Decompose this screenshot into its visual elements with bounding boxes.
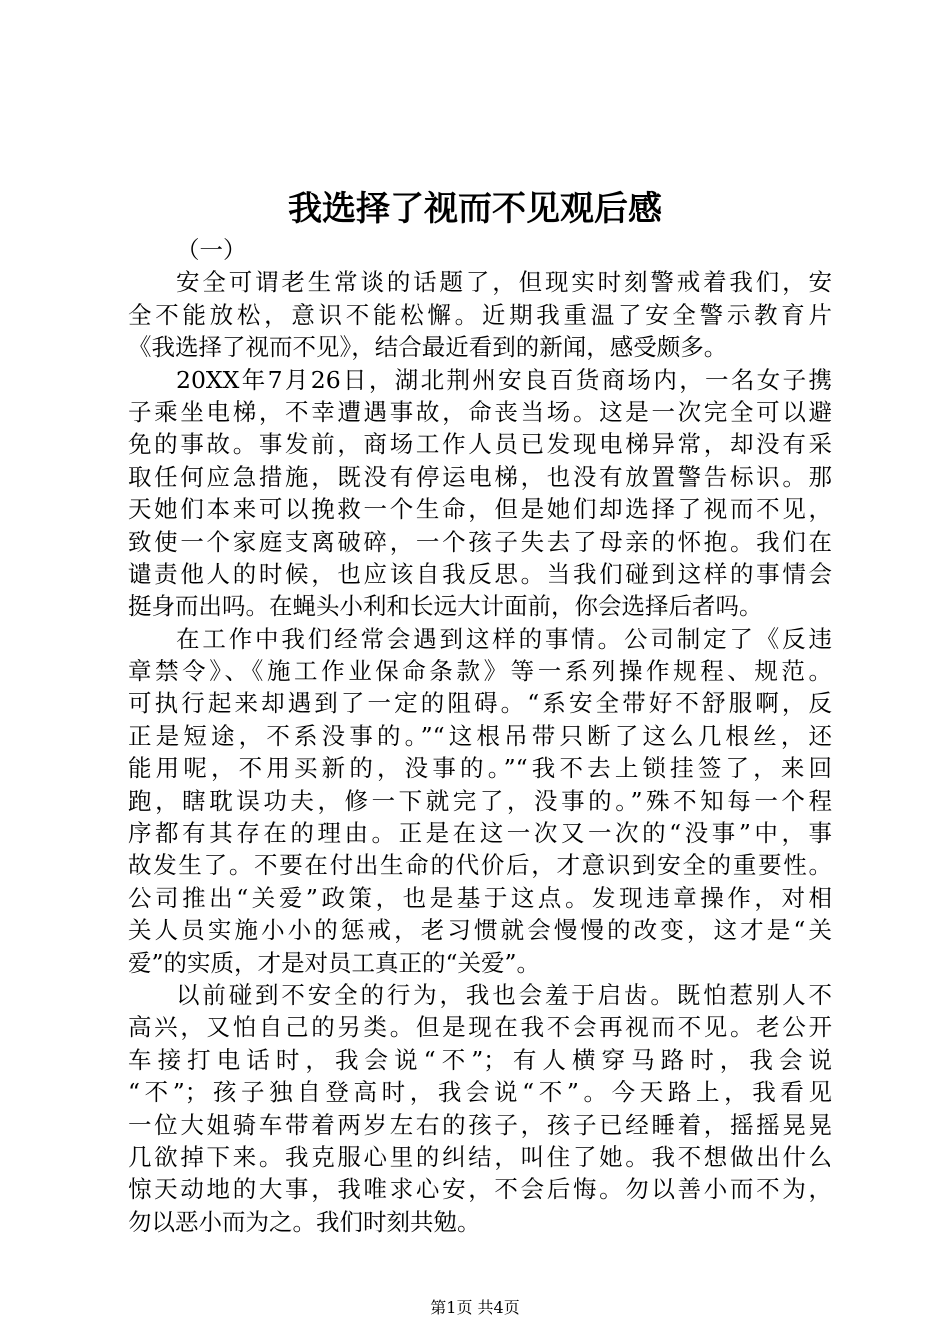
text-line: 天她们本来可以挽救一个生命，但是她们却选择了视而不见， <box>128 495 832 524</box>
text-line: 挺身而出吗。在蝇头小利和长远大计面前，你会选择后者吗。 <box>128 592 763 621</box>
text-line: 谴责他人的时候，也应该自我反思。当我们碰到这样的事情会 <box>128 559 832 588</box>
text-line: 安全可谓老生常谈的话题了，但现实时刻警戒着我们，安 <box>176 268 832 297</box>
text-line: 惊天动地的大事，我唯求心安，不会后悔。勿以善小而不为， <box>128 1175 832 1204</box>
text-line: 公司推出“关爱”政策，也是基于这点。发现违章操作，对相 <box>128 883 832 912</box>
document-title: 我选择了视而不见观后感 <box>288 189 662 229</box>
paragraph-lines <box>128 266 832 1238</box>
text-line: 以前碰到不安全的行为，我也会羞于启齿。既怕惹别人不 <box>176 980 832 1009</box>
text-line: 取任何应急措施，既没有停运电梯，也没有放置警告标识。那 <box>128 462 832 491</box>
text-line: 20XX年7月26日，湖北荆州安良百货商场内，一名女子携 <box>176 365 832 394</box>
text-line: 高兴，又怕自己的另类。但是现在我不会再视而不见。老公开 <box>128 1013 832 1042</box>
section-label: （一） <box>176 236 247 264</box>
text-line: “不”；孩子独自登高时，我会说“不”。今天路上，我看见 <box>128 1078 832 1107</box>
text-line: 致使一个家庭支离破碎，一个孩子失去了母亲的怀抱。我们在 <box>128 527 832 556</box>
text-line: 跑，瞎耽误功夫，修一下就完了，没事的。”殊不知每一个程 <box>128 786 832 815</box>
text-line: 一位大姐骑车带着两岁左右的孩子，孩子已经睡着，摇摇晃晃 <box>128 1110 832 1139</box>
text-line: 子乘坐电梯，不幸遭遇事故，命丧当场。这是一次完全可以避 <box>128 397 832 426</box>
text-line: 全不能放松，意识不能松懈。近期我重温了安全警示教育片 <box>128 300 832 329</box>
text-line: 几欲掉下来。我克服心里的纠结，叫住了她。我不想做出什么 <box>128 1142 832 1171</box>
text-line: 车接打电话时，我会说“不”；有人横穿马路时，我会说 <box>128 1045 832 1074</box>
text-line: 章禁令》、《施工作业保命条款》等一系列操作规程、规范。 <box>128 657 832 686</box>
text-line: 能用呢，不用买新的，没事的。”“我不去上锁挂签了，来回 <box>128 754 832 783</box>
text-line: 爱”的实质，才是对员工真正的“关爱”。 <box>128 948 541 977</box>
text-line: 免的事故。事发前，商场工作人员已发现电梯异常，却没有采 <box>128 430 832 459</box>
text-line: 关人员实施小小的惩戒，老习惯就会慢慢的改变，这才是“关 <box>128 916 832 945</box>
text-line: 可执行起来却遇到了一定的阻碍。“系安全带好不舒服啊，反 <box>128 689 832 718</box>
text-line: 正是短途，不系没事的。”“这根吊带只断了这么几根丝，还 <box>128 721 832 750</box>
document-body <box>128 234 832 1238</box>
text-line: 勿以恶小而为之。我们时刻共勉。 <box>128 1207 481 1236</box>
page-footer: 第1页 共4页 <box>430 1298 520 1317</box>
text-line: 《我选择了视而不见》，结合最近看到的新闻，感受颇多。 <box>128 333 728 362</box>
text-line: 序都有其存在的理由。正是在这一次又一次的“没事”中，事 <box>128 819 832 848</box>
text-line: 故发生了。不要在付出生命的代价后，才意识到安全的重要性。 <box>128 851 832 880</box>
text-line: 在工作中我们经常会遇到这样的事情。公司制定了《反违 <box>176 624 832 653</box>
